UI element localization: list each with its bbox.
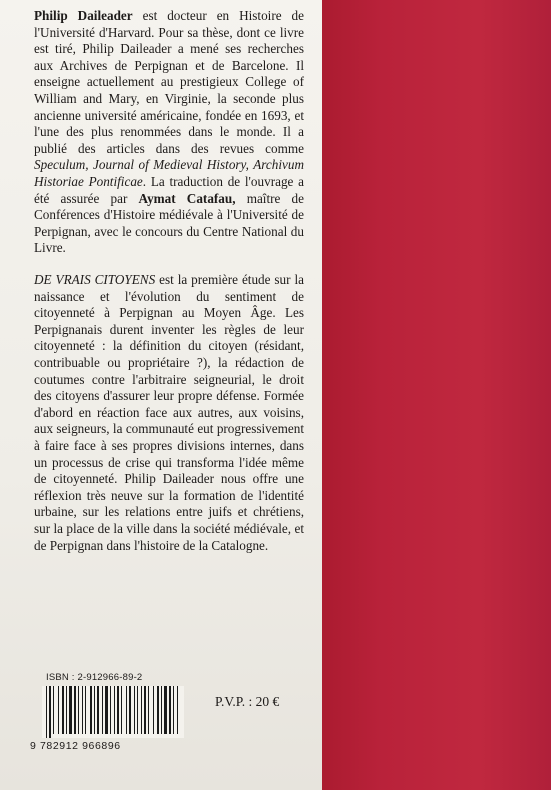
bio-text-1: est docteur en Histoire de l'Université d'Harvard. Pour sa thèse, dont ce livre est tiré, Philip Daileader a mené ses recherches aux Archives de Perpignan et de Barcelone. Il enseigne actuellement au prestigieux College of William and Mary, en Virginie, la seconde plus ancienne université américaine, fondée en 1693, et l'une des plus renommées dans le monde. Il a publié des articles dans des revues comme	[34, 8, 305, 156]
barcode-bar	[69, 686, 72, 734]
barcode-bar	[153, 686, 154, 734]
price-label: P.V.P. : 20 €	[215, 694, 280, 709]
barcode-bar	[66, 686, 67, 734]
barcode-bar	[134, 686, 135, 734]
book-summary	[34, 272, 304, 554]
isbn-label: ISBN : 2-912966-89-2	[46, 672, 143, 683]
barcode-bar	[62, 686, 64, 734]
barcode-bar	[74, 686, 76, 734]
barcode-bar	[121, 686, 122, 734]
barcode-bar	[164, 686, 167, 734]
barcode-bar	[157, 686, 159, 734]
barcode-bar	[161, 686, 162, 734]
barcode-bar	[85, 686, 86, 734]
barcode-bar	[105, 686, 108, 734]
book-title: DE VRAIS CITOYENS	[34, 272, 156, 287]
barcode-bar	[78, 686, 79, 734]
barcode-bar	[129, 686, 131, 734]
translator-name: Aymat Catafau,	[138, 190, 236, 206]
barcode-digits: 9 782912 966896	[30, 740, 121, 752]
barcode-bar	[173, 686, 174, 734]
barcode-bar	[144, 686, 146, 734]
barcode-bars	[42, 686, 184, 738]
barcode-bar	[46, 686, 47, 738]
barcode-bar	[126, 686, 127, 734]
journal-titles: Speculum, Journal of Medieval History, Archivum Historiae Pontificae	[34, 157, 304, 189]
summary-text: est la première étude sur la naissance et l'évolution du sentiment de citoyenneté à Perpignan au Moyen Âge. Les Perpignanais durent inventer les règles de leur citoyenneté : la définition du citoyen (résidant, contribuable ou propriétaire ?), la rédaction de coutumes contre l'arbitraire seigneurial, le droit des citoyens d'assurer leur propre défense. Formée d'abord en réaction face aux autres, aux voisins, aux seigneurs, la communauté eut progressivement à faire face à ses propres divisions internes, dans un processus de crise qui transforma l'idée même de citoyenneté. Philip Daileader nous offre une réflexion très neuve sur la formation de l'identité urbaine, sur les relations entre juifs et chrétiens, sur la place de la ville dans la société médiévale, et de Perpignan dans l'histoire de la Catalogne.	[34, 272, 304, 553]
barcode-bar	[102, 686, 103, 734]
barcode	[42, 686, 184, 738]
author-name: Philip Daileader	[34, 8, 133, 23]
barcode-bar	[114, 686, 115, 734]
barcode-bar	[97, 686, 99, 734]
red-cover-band	[310, 0, 551, 790]
barcode-bar	[177, 686, 178, 734]
barcode-bar	[58, 686, 59, 734]
author-biography	[34, 8, 304, 257]
barcode-bar	[141, 686, 142, 734]
barcode-bar	[94, 686, 95, 734]
barcode-bar	[49, 686, 51, 738]
barcode-bar	[137, 686, 138, 734]
barcode-bar	[117, 686, 119, 734]
barcode-bar	[53, 686, 54, 734]
bio-text-3: maître de Conférences d'Histoire médiévale à l'Université de Perpignan, avec le concours du Centre National du Livre.	[34, 190, 304, 256]
barcode-bar	[90, 686, 92, 734]
barcode-bar	[169, 686, 171, 734]
barcode-bar	[110, 686, 111, 734]
bio-text-2: . La traduction de l'ouvrage a été assurée par	[34, 173, 305, 206]
barcode-bar	[82, 686, 83, 734]
barcode-bar	[148, 686, 149, 734]
